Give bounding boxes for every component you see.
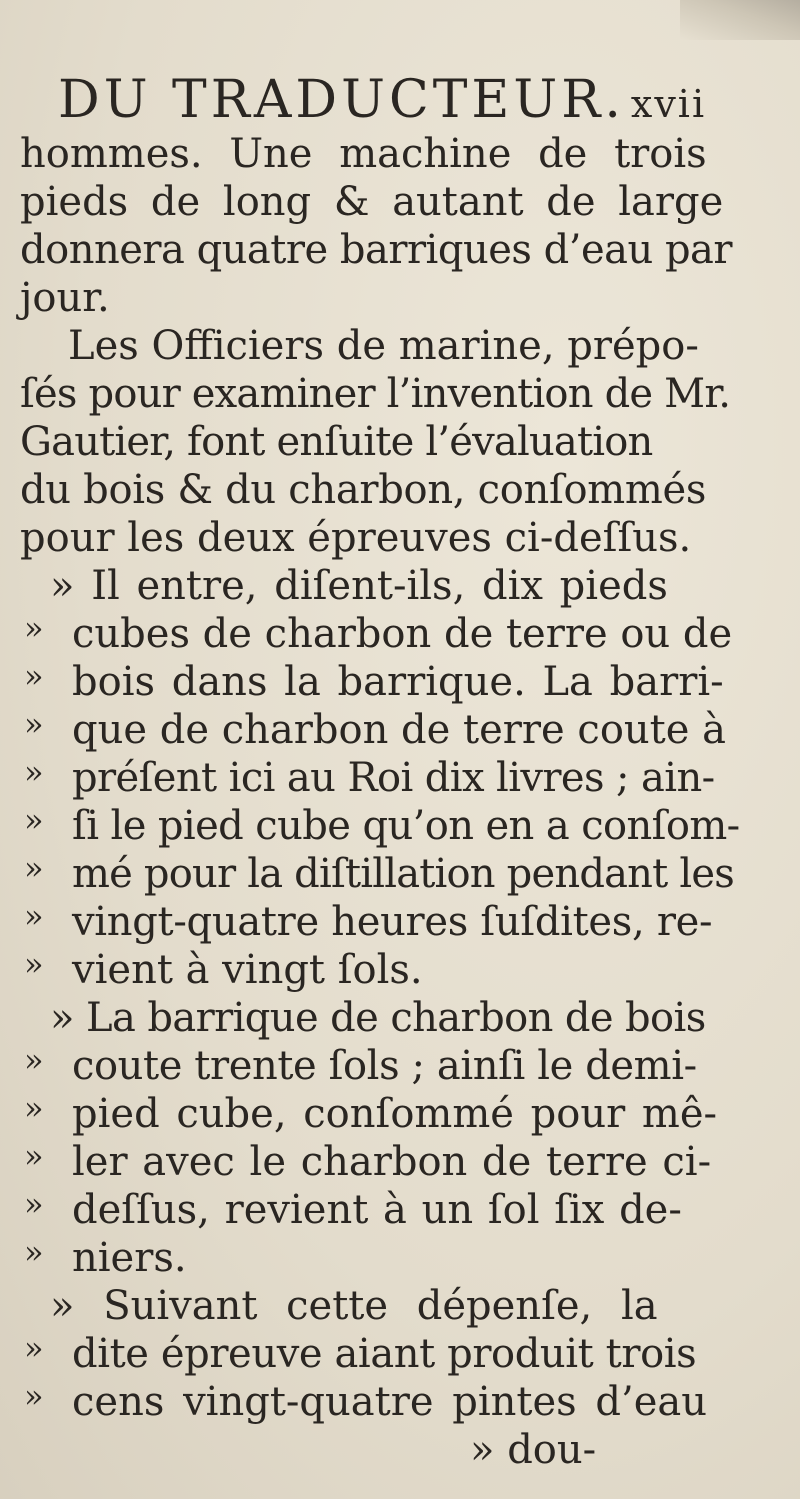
line-text: jour.	[20, 275, 110, 321]
line-text: du bois & du charbon, conſommés	[20, 467, 707, 513]
line-text: hommes. Une machine de trois	[20, 131, 707, 177]
line-text: pour les deux épreuves ci-deſſus.	[20, 515, 692, 561]
line-text: Les Officiers de marine, prépo-	[68, 323, 699, 369]
quote-mark: »	[24, 1377, 44, 1415]
line-text: mé pour la diſtillation pendant les	[72, 851, 734, 897]
quote-mark: »	[24, 801, 44, 839]
line-text: dite épreuve aiant produit trois	[72, 1331, 697, 1377]
line-text: vingt-quatre heures ſuſdites, re-	[72, 899, 713, 945]
line-text: bois dans la barrique. La barri-	[72, 659, 724, 705]
quote-mark: »	[24, 753, 44, 791]
quote-mark: »	[24, 1329, 44, 1367]
quote-mark: »	[24, 1233, 44, 1271]
quote-mark: »	[24, 609, 44, 647]
line-text: vient à vingt ſols.	[72, 947, 423, 993]
header-title: DU TRADUCTEUR.	[58, 70, 625, 130]
quote-mark: »	[24, 1089, 44, 1127]
page-corner-shadow	[680, 0, 800, 40]
quote-mark: »	[24, 945, 44, 983]
line-text: Gautier, font enſuite l’évaluation	[20, 419, 653, 465]
line-text: cens vingt-quatre pintes d’eau	[72, 1379, 707, 1425]
quote-mark: »	[24, 849, 44, 887]
catchword: » dou-	[470, 1427, 597, 1473]
line-text: » Suivant cette dépenſe, la	[50, 1283, 658, 1329]
page-number: xvii	[630, 82, 707, 126]
quote-mark: »	[24, 1185, 44, 1223]
line-text: ler avec le charbon de terre ci-	[72, 1139, 712, 1185]
line-text: cubes de charbon de terre ou de	[72, 611, 733, 657]
line-text: deſſus, revient à un ſol ſix de-	[72, 1187, 682, 1233]
line-text: pied cube, conſommé pour mê-	[72, 1091, 718, 1137]
line-text: ſi le pied cube qu’on en a conſom-	[72, 803, 740, 849]
line-text: niers.	[72, 1235, 187, 1281]
line-text: coute trente ſols ; ainſi le demi-	[72, 1043, 697, 1089]
line-text: ſés pour examiner l’invention de Mr.	[20, 371, 731, 417]
quote-mark: »	[24, 657, 44, 695]
quote-mark: »	[24, 1137, 44, 1175]
quote-mark: »	[24, 897, 44, 935]
quote-mark: »	[24, 705, 44, 743]
line-text: donnera quatre barriques d’eau par	[20, 227, 733, 273]
line-text: » La barrique de charbon de bois	[50, 995, 706, 1041]
line-text: que de charbon de terre coute à	[72, 707, 726, 753]
line-text: préſent ici au Roi dix livres ; ain-	[72, 755, 715, 801]
running-header	[58, 70, 706, 130]
line-text: pieds de long & autant de large	[20, 179, 724, 225]
quote-mark: »	[24, 1041, 44, 1079]
line-text: » Il entre, diſent-ils, dix pieds	[50, 563, 668, 609]
